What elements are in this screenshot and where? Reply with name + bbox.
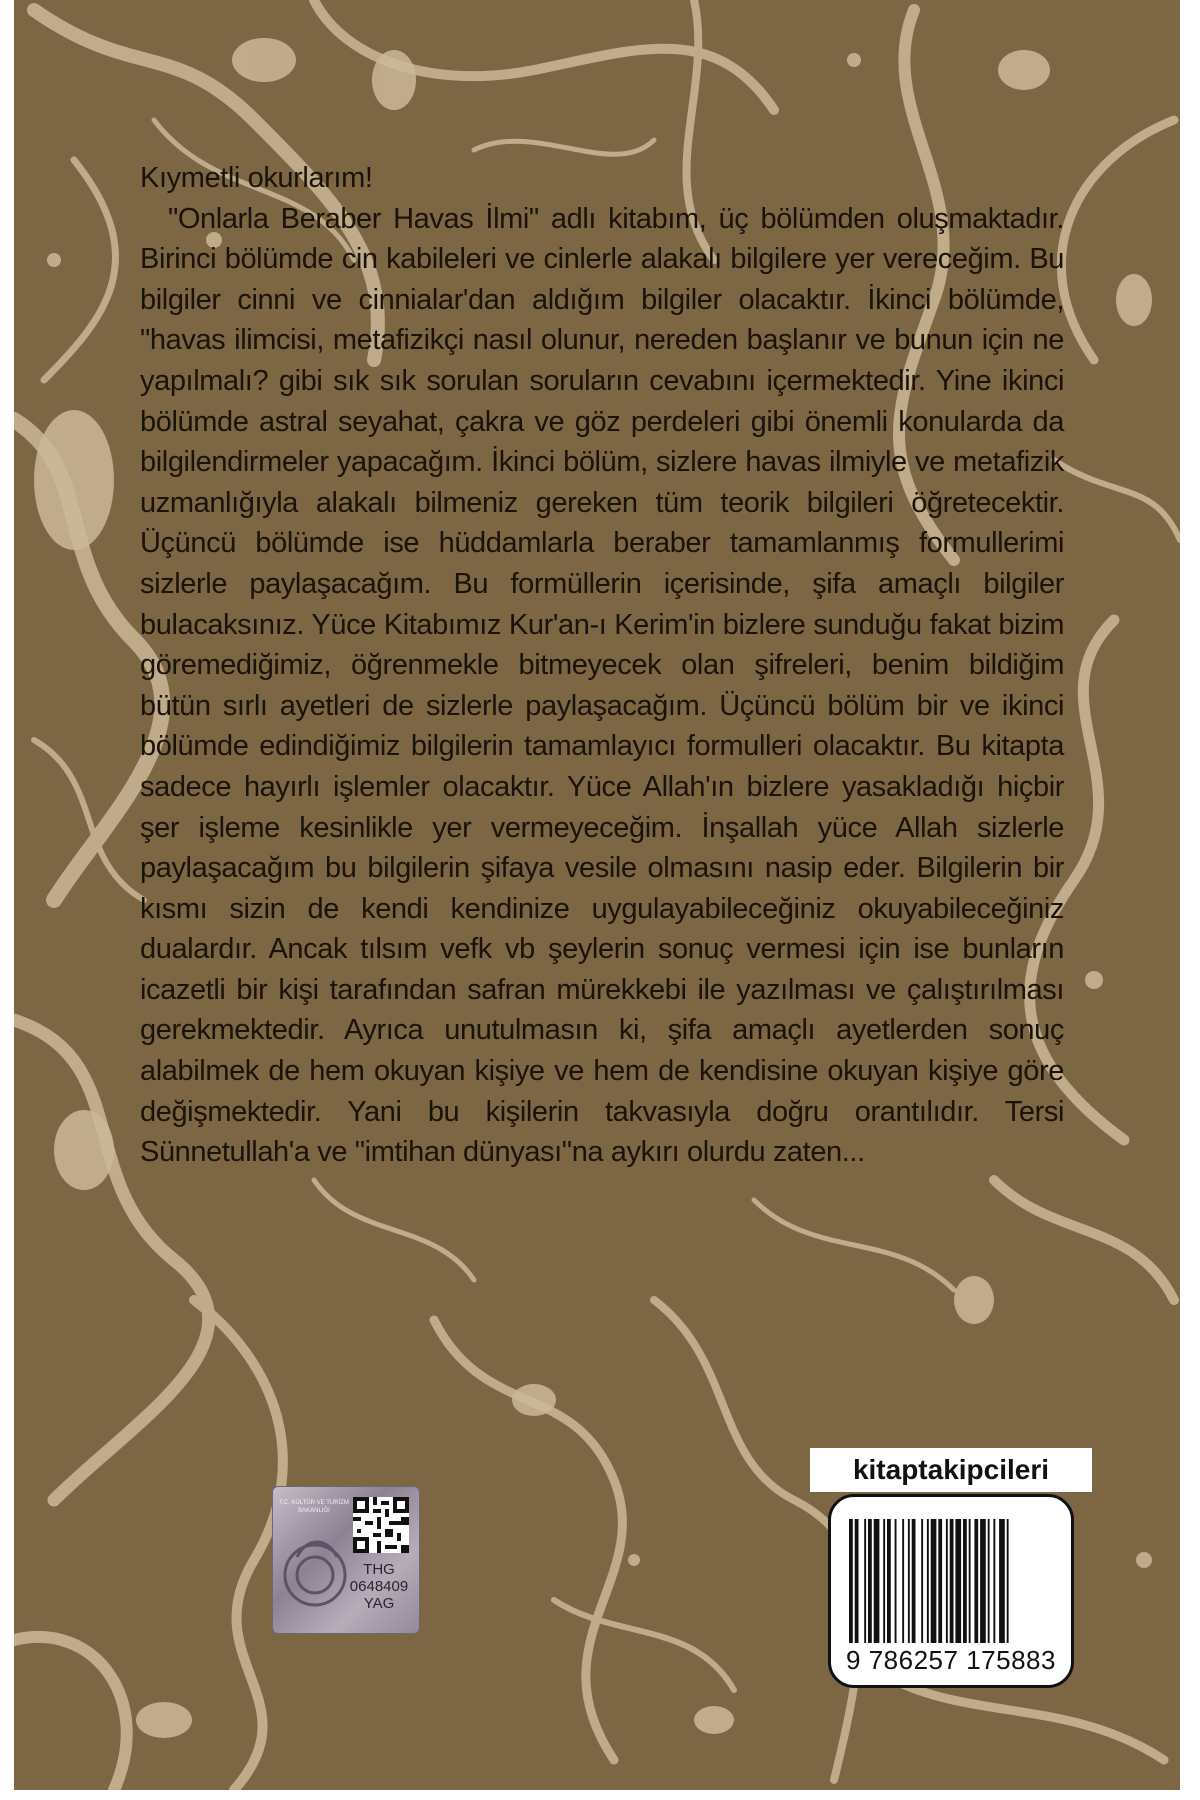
banderol-serial-line1: THG [363, 1561, 395, 1578]
back-cover-blurb [140, 158, 1064, 1173]
blurb-body: "Onlarla Beraber Havas İlmi" adlı kitabım, üç bölümden oluşmaktadır. Birinci bölümde cin kabileleri ve cinlerle alakalı bilgilere yer vereceğim. Bu bilgiler cinni ve cinnialar'dan aldığım bilgiler olacaktır. İkinci bölümde, "havas ilimcisi, metafizikçi nasıl olunur, nereden başlanır ve bunun için ne yapılmalı? gibi sık sık sorulan soruların cevabını içermektedir. Yine ikinci bölümde astral seyahat, çakra ve göz perdeleri gibi önemli konularda da bilgilendirmeler yapacağım. İkinci bölüm, sizlere havas ilmiyle ve metafizik uzmanlığıyla alakalı bilmeniz gereken tüm teorik bilgileri öğretecektir. Üçüncü bölümde ise hüddamlarla beraber tamamlanmış formullerimi sizlerle paylaşacağım. Bu formüllerin içerisinde, şifa amaçlı bilgiler bulacaksınız. Yüce Kitabımız Kur'an-ı Kerim'in bizlere sunduğu fakat bizim göremediğimiz, öğrenmekle bitmeyecek olan şifreleri, benim bildiğim bütün sırlı ayetleri de sizlerle paylaşacağım. Üçüncü bölüm bir ve ikinci bölümde edindiğimiz bilgilerin tamamlayıcı formulleri olacaktır. Bu kitapta sadece hayırlı işlemler olacaktır. Yüce Allah'ın bizlere yasakladığı hiçbir şer işleme kesinlikle yer vermeyeceğim. İnşallah yüce Allah sizlerle paylaşacağım bu bilgilerin şifaya vesile olmasını nasip eder. Bilgilerin bir kısmı sizin de kendi kendinize uygulayabileceğiniz okuyabileceğiniz dualardır. Ancak tılsım vefk vb şeylerin sonuç vermesi için ise bunların icazetli bir kişi tarafından safran mürekkebi ile yazılması ve çalıştırılması gerekmektedir. Ayrıca unutulmasın ki, şifa amaçlı ayetlerden sonuç alabilmek de hem okuyan kişiye ve hem de kendisine okuyan kişiye göre değişmektedir. Yani bu kişilerin takvasıyla doğru orantılıdır. Tersi Sünnetullah'a ve "imtihan dünyası"na aykırı olurdu zaten... [140, 202, 1064, 1169]
publisher-brand-label: kitaptakipcileri [810, 1448, 1092, 1492]
banderol-serial-line3: YAG [363, 1595, 395, 1612]
banderol-serial-line2: 0648409 [349, 1578, 409, 1595]
banderol-serial [337, 1561, 421, 1612]
isbn-number: 9 786257 175883 [846, 1645, 1056, 1675]
blurb-greeting: Kıymetli okurlarım! [140, 162, 373, 194]
barcode-icon [847, 1519, 1055, 1643]
isbn-barcode [828, 1494, 1074, 1688]
ministry-banderol-sticker [272, 1486, 420, 1634]
qr-code-icon [353, 1497, 409, 1553]
banderol-issuer-text: T.C. KÜLTÜR VE TURİZM BAKANLIĞI [279, 1500, 349, 1514]
back-cover [14, 0, 1180, 1790]
